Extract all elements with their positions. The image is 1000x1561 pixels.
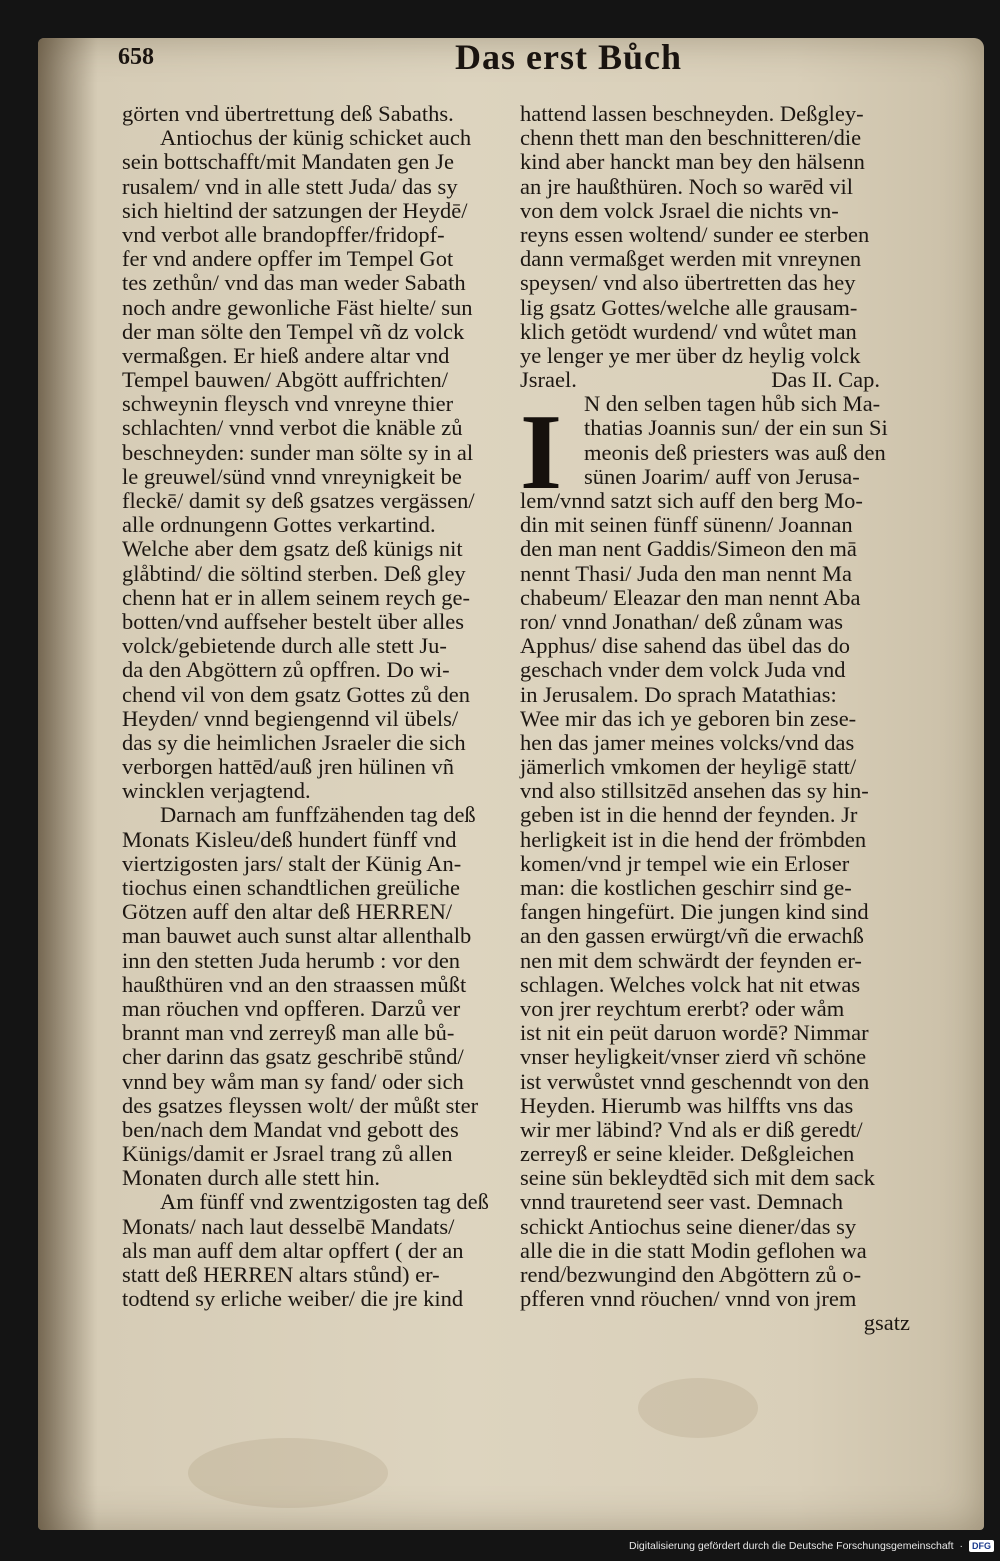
drop-cap-line: thatias Joannis sun/ der ein sun Si — [584, 415, 888, 441]
text-line: wincklen verjagtend. — [122, 778, 311, 804]
text-line: viertzigosten jars/ stalt der Künig An- — [122, 850, 462, 876]
text-line: von dem volck Jsrael die nichts vn- — [520, 197, 839, 223]
text-line: alle die in die statt Modin geflohen wa — [520, 1237, 867, 1263]
text-line: vermaßgen. Er hieß andere altar vnd — [122, 342, 450, 368]
drop-cap: I — [520, 393, 563, 512]
text-line: beschneyden: sunder man sölte sy in al — [122, 439, 474, 465]
text-line: speysen/ vnd also übertretten das hey — [520, 270, 856, 296]
text-line: volck/gebietende durch alle stett Ju- — [122, 633, 447, 659]
text-line: chenn thett man den beschnitteren/die — [520, 125, 862, 151]
text-line: vnnd bey wåm man sy fand/ oder sich — [122, 1068, 464, 1094]
text-line: Monats Kisleu/deß hundert fünff vnd — [122, 826, 457, 852]
text-line: schweynin fleysch vnd vnreyne thier — [122, 391, 454, 417]
text-line: geben ist in die hennd der feynden. Jr — [520, 802, 858, 828]
text-line: lem/vnnd satzt sich auff den berg Mo- — [520, 488, 863, 513]
catchword: gsatz — [863, 1310, 910, 1336]
text-line: man röuchen vnd opfferen. Darzů ver — [122, 995, 461, 1021]
text-line: klich getödt wurdend/ vnd wůtet man — [520, 318, 857, 344]
text-line: Welche aber dem gsatz deß künigs nit — [122, 536, 463, 562]
text-line: brannt man vnd zerreyß man alle bů- — [122, 1020, 455, 1046]
paper-stain — [638, 1378, 758, 1438]
text-line: der man sölte den Tempel vñ dz volck — [122, 318, 465, 344]
text-line: hen das jamer meines volcks/vnd das — [520, 729, 855, 755]
text-line: vnser heyligkeit/vnser zierd vñ schöne — [520, 1044, 867, 1070]
page-number: 658 — [118, 44, 154, 70]
text-line: chenn hat er in allem seinem reych ge- — [122, 584, 470, 610]
text-line: man: die kostlichen geschirr sind ge- — [520, 875, 852, 900]
drop-cap-line: N den selben tagen hůb sich Ma- — [584, 391, 881, 417]
footer-text: Digitalisierung gefördert durch die Deutsche Forschungsgemeinschaft — [628, 1540, 954, 1552]
text-line: man bauwet auch sunst altar allenthalb — [122, 923, 472, 949]
text-line: nennt Thasi/ Juda den man nennt Ma — [520, 560, 853, 586]
text-line: ist nit ein peüt daruon wordē? Nimmar — [520, 1020, 869, 1046]
text-line: lig gsatz Gottes/welche alle grausam- — [520, 294, 858, 320]
text-line: in Jerusalem. Do sprach Matathias: — [520, 681, 837, 707]
text-line: Antiochus der künig schicket auch — [160, 125, 472, 151]
running-head: Das erst Bůch — [455, 37, 682, 77]
text-line: Heyden/ vnnd begiengennd vil übels/ — [122, 705, 459, 731]
text-line: ye lenger ye mer über dz heylig volck — [520, 342, 861, 368]
text-line: rend/bezwungind den Abgöttern zů o- — [520, 1262, 862, 1287]
text-line: schlagen. Welches volck hat nit etwas — [520, 971, 861, 997]
text-line: statt deß HERREN altars stůnd) er- — [122, 1262, 440, 1287]
text-line: glåbtind/ die söltind sterben. Deß gley — [122, 560, 466, 586]
text-line: tes zethůn/ vnd das man weder Sabath — [122, 270, 466, 296]
text-line: des gsatzes fleyssen wolt/ der můßt ster — [122, 1092, 479, 1118]
text-line: cher darinn das gsatz geschribē stůnd/ — [122, 1044, 464, 1070]
right-column — [520, 102, 930, 1336]
text-line: fer vnd andere opffer im Tempel Got — [122, 246, 454, 272]
text-line: herligkeit ist in die hend der frömbden — [520, 826, 867, 852]
text-line: Götzen auff den altar deß HERREN/ — [122, 899, 453, 925]
text-line: wir mer läbind? Vnd als er diß geredt/ — [520, 1116, 863, 1142]
paper-stain — [188, 1438, 388, 1508]
text-line: Monats/ nach laut desselbē Mandats/ — [122, 1213, 455, 1239]
text-line: fangen hingefürt. Die jungen kind sind — [520, 899, 869, 925]
text-line: Tempel bauwen/ Abgött auffrichten/ — [122, 367, 449, 393]
text-line: schickt Antiochus seine diener/das sy — [520, 1213, 857, 1239]
text-line: chabeum/ Eleazar den man nennt Aba — [520, 584, 861, 610]
text-line: kind aber hanckt man bey den hälsenn — [520, 149, 865, 175]
text-line: den man nent Gaddis/Simeon den mā — [520, 536, 857, 562]
chapter-heading-title: Das II. Cap. — [771, 367, 880, 393]
text-line: geschach vnder dem volck Juda vnd — [520, 657, 846, 683]
text-line: Künigs/damit er Jsrael trang zů allen — [122, 1141, 453, 1167]
text-line: Apphus/ dise sahend das übel das do — [520, 633, 850, 659]
page-spine-shadow — [38, 38, 98, 1530]
text-line: dann vermaßget werden mit vnreynen — [520, 246, 862, 272]
text-line: als man auff dem altar opffert ( der an — [122, 1237, 464, 1263]
text-line: vnd also stillsitzēd ansehen das sy hin- — [520, 778, 869, 804]
text-line: komen/vnd jr tempel wie ein Erloser — [520, 850, 850, 876]
text-line: haußthüren vnd an den straassen můßt — [122, 971, 467, 997]
text-line: rusalem/ vnd in alle stett Juda/ das sy — [122, 173, 458, 199]
text-line: vnnd trauretend seer vast. Demnach — [520, 1189, 843, 1215]
text-line: ron/ vnnd Jonathan/ deß zůnam was — [520, 608, 844, 634]
text-line: alle ordnungenn Gottes verkartind. — [122, 512, 436, 538]
text-line: tiochus einen schandtlichen greüliche — [122, 875, 461, 900]
text-line: zerreyß er seine kleider. Deßgleichen — [520, 1141, 855, 1167]
text-line: Wee mir das ich ye geboren bin zese- — [520, 705, 857, 731]
text-line: hattend lassen beschneyden. Deßgley- — [520, 101, 864, 126]
text-line: fleckē/ damit sy deß gsatzes vergässen/ — [122, 488, 475, 513]
text-line: inn den stetten Juda herumb : vor den — [122, 947, 461, 973]
text-line: pfferen vnnd röuchen/ vnnd von jrem — [520, 1286, 857, 1312]
text-line: Darnach am funffzähenden tag deß — [160, 802, 476, 828]
text-line: noch andre gewonliche Fäst hielte/ sun — [122, 294, 473, 320]
text-line: Am fünff vnd zwentzigosten tag deß — [160, 1189, 489, 1215]
chapter-heading-left: Jsrael. — [520, 367, 577, 393]
text-line: da den Abgöttern zů opffren. Do wi- — [122, 657, 450, 683]
text-line: Monaten durch alle stett hin. — [122, 1165, 381, 1191]
text-line: nen mit dem schwärdt der feynden er- — [520, 947, 862, 973]
text-line: verborgen hattēd/auß jren hülinen vñ — [122, 754, 454, 780]
text-line: vnd verbot alle brandopffer/fridopf- — [122, 221, 445, 247]
text-line: chend vil von dem gsatz Gottes zů den — [122, 681, 471, 707]
text-line: din mit seinen fünff sünenn/ Joannan — [520, 512, 853, 538]
text-line: an jre haußthüren. Noch so warēd vil — [520, 173, 854, 199]
dfg-logo: DFG — [969, 1540, 994, 1552]
drop-cap-line: meonis deß priesters was auß den — [584, 439, 886, 465]
text-line: von jrer reychtum ererbt? oder wåm — [520, 995, 845, 1021]
left-column — [122, 102, 550, 1311]
text-line: das sy die heimlichen Jsraeler die sich — [122, 729, 466, 755]
footer: Digitalisierung gefördert durch die Deutsche Forschungsgemeinschaft · DFG — [629, 1537, 994, 1555]
text-line: seine sün bekleydtēd sich mit dem sack — [520, 1165, 875, 1191]
text-line: todtend sy erliche weiber/ die jre kind — [122, 1286, 464, 1312]
text-line: botten/vnd auffseher bestelt über alles — [122, 608, 464, 634]
text-line: görten vnd übertrettung deß Sabaths. — [122, 101, 454, 126]
text-line: Heyden. Hierumb was hilffts vns das — [520, 1092, 854, 1118]
drop-cap-line: sünen Joarim/ auff von Jerusa- — [584, 463, 860, 489]
text-line: ben/nach dem Mandat vnd gebott des — [122, 1116, 459, 1142]
chapter-heading — [520, 368, 930, 392]
text-line: le greuwel/sünd vnnd vnreynigkeit be — [122, 463, 462, 489]
text-line: schlachten/ vnnd verbot die knäble zů — [122, 415, 463, 441]
text-line: reyns essen woltend/ sunder ee sterben — [520, 221, 870, 247]
text-line: an den gassen erwürgt/vñ die erwachß — [520, 923, 864, 949]
text-line: ist verwůstet vnnd geschenndt von den — [520, 1068, 870, 1094]
text-line: jämerlich vmkomen der heyligē statt/ — [520, 754, 857, 780]
text-line: sein bottschafft/mit Mandaten gen Je — [122, 149, 455, 175]
text-line: sich hieltind der satzungen der Heydē/ — [122, 197, 468, 223]
